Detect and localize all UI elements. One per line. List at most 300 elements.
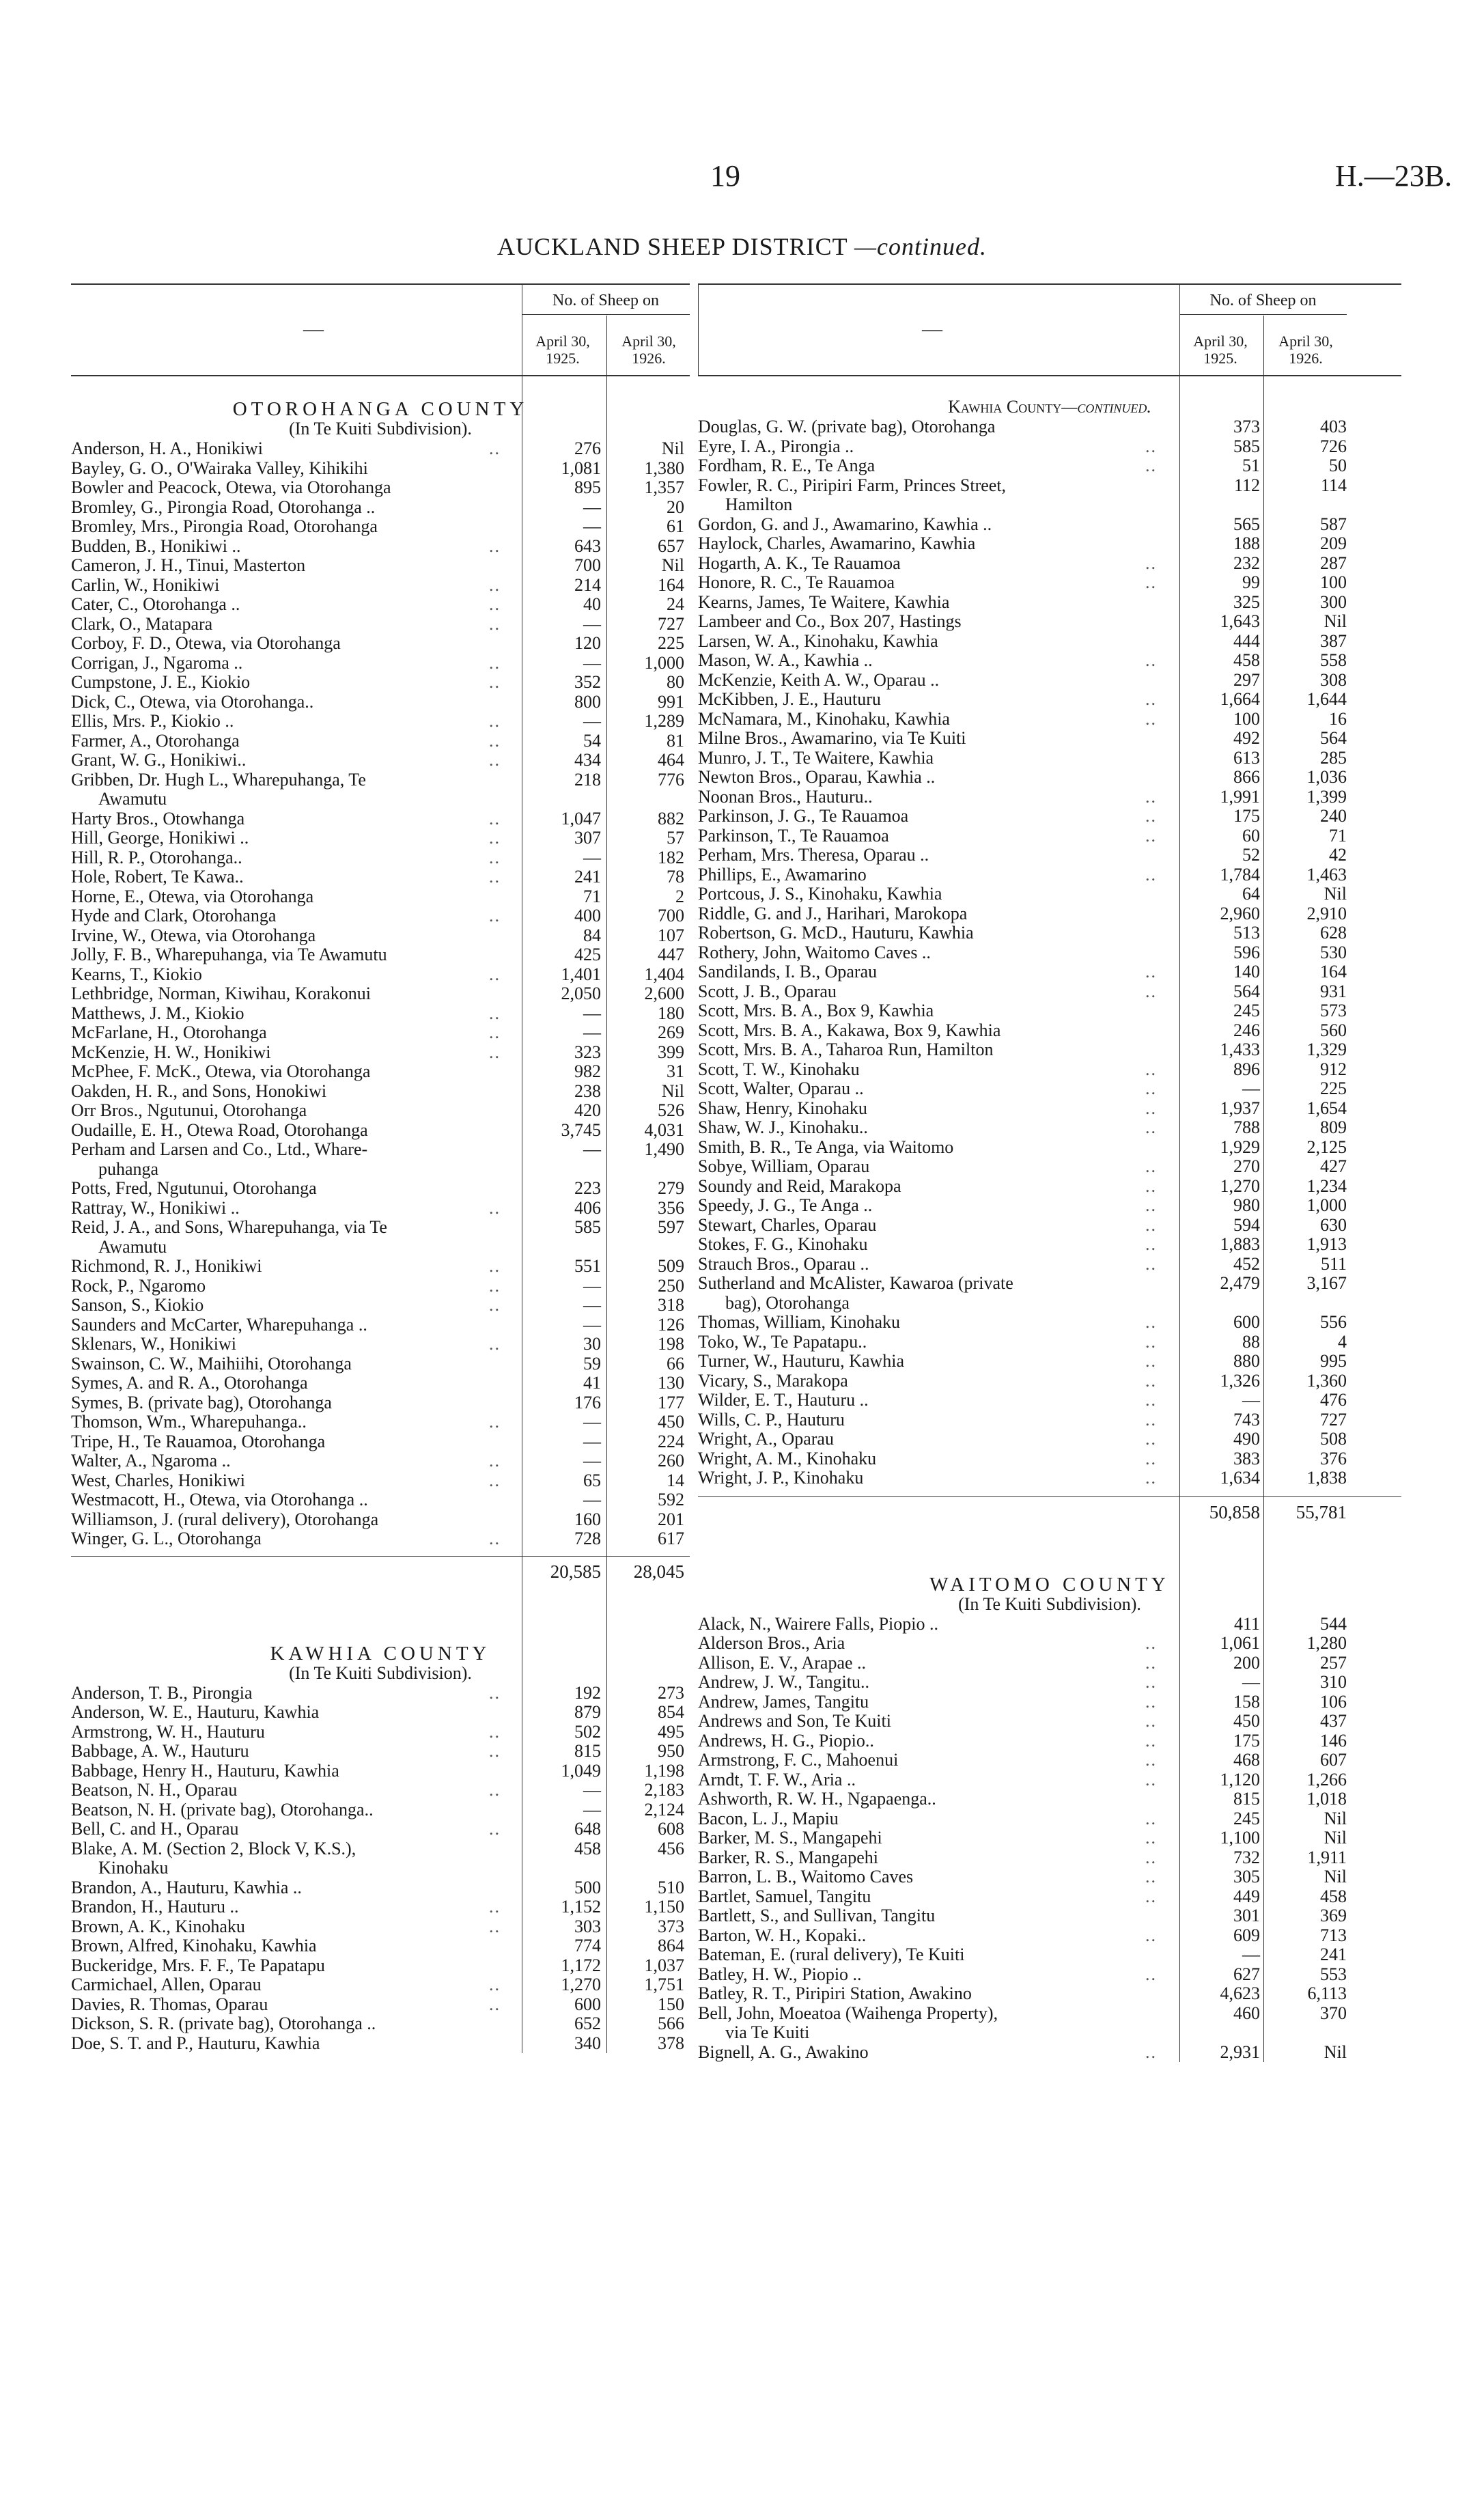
table-row (71, 828, 690, 848)
sheep-1925: — (583, 652, 601, 673)
holder-name: Speedy, J. G., Te Anga .. (698, 1195, 873, 1215)
sheep-1925: 982 (574, 1061, 601, 1081)
sheep-1925: 1,929 (1220, 1137, 1260, 1157)
table-row (71, 517, 690, 537)
holder-name: Perham and Larsen and Co., Ltd., Whare- (71, 1139, 368, 1159)
sheep-1926: 427 (1320, 1156, 1347, 1176)
table-row (698, 2023, 1401, 2043)
holder-name: Wills, C. P., Hauturu (698, 1409, 845, 1430)
sheep-1926: 1,198 (644, 1760, 684, 1781)
sheep-1925: 492 (1233, 728, 1260, 748)
sheep-1926: 224 (658, 1431, 684, 1451)
holder-name: Shaw, W. J., Kinohaku.. (698, 1117, 868, 1137)
holder-name: Walter, A., Ngaroma .. (71, 1451, 231, 1471)
sheep-1926: 241 (1320, 1945, 1347, 1964)
sheep-1926: 1,037 (644, 1955, 684, 1975)
holder-name: Carmichael, Allen, Oparau (71, 1975, 262, 1994)
waitomo-county-heading: WAITOMO COUNTY (929, 1573, 1170, 1596)
holder-name: Hogarth, A. K., Te Rauamoa (698, 553, 901, 573)
sheep-1925: 458 (574, 1838, 601, 1858)
sheep-1926: 776 (658, 769, 684, 790)
sheep-1925: 71 (583, 886, 601, 906)
sheep-1925: 1,643 (1220, 611, 1260, 631)
sheep-1925: 99 (1242, 572, 1260, 592)
sheep-1926: 78 (667, 867, 684, 887)
leader-dots: .. (1145, 1964, 1157, 1984)
holder-name: Bell, John, Moeatoa (Waihenga Property), (698, 2003, 998, 2023)
sheep-1926: 931 (1320, 981, 1347, 1001)
holder-name: Fowler, R. C., Piripiri Farm, Princes Street, (698, 475, 1007, 495)
table-row (698, 1235, 1401, 1255)
total-1926: 55,781 (1296, 1501, 1347, 1522)
table-row (698, 515, 1401, 535)
holder-name: Bignell, A. G., Awakino (698, 2042, 869, 2062)
sheep-1926: 630 (1320, 1214, 1347, 1235)
sheep-1925: 65 (583, 1470, 601, 1490)
sheep-1926: 177 (658, 1392, 684, 1412)
holder-name: Perham, Mrs. Theresa, Oparau .. (698, 845, 929, 865)
table-row (698, 651, 1401, 671)
sheep-1926: 100 (1320, 572, 1347, 592)
holder-name: puhanga (98, 1158, 159, 1179)
table-row (698, 1945, 1401, 1965)
sheep-1926: 713 (1320, 1925, 1347, 1945)
holder-name: Sobye, William, Oparau (698, 1156, 870, 1176)
table-row (698, 729, 1401, 749)
sheep-1925: — (583, 1780, 601, 1800)
sheep-1926: 1,911 (1307, 1847, 1347, 1867)
left-table-body (71, 376, 690, 2053)
holder-name: Winger, G. L., Otorohanga (71, 1529, 262, 1548)
table-row (71, 1917, 690, 1937)
sheep-1926: 566 (658, 2014, 684, 2033)
table-row (698, 1809, 1401, 1829)
sheep-1925: 1,401 (561, 964, 601, 984)
table-row (698, 2004, 1401, 2024)
sheep-1926: 180 (658, 1003, 684, 1023)
leader-dots: .. (1145, 689, 1157, 709)
sheep-1926: 608 (658, 1819, 684, 1839)
sheep-1926: 50 (1329, 456, 1347, 475)
holder-name: Budden, B., Honikiwi .. (71, 535, 241, 556)
holder-name: Cumpstone, J. E., Kiokio (71, 672, 251, 692)
sheep-1926: 2,125 (1306, 1137, 1347, 1157)
table-row (698, 923, 1401, 943)
sheep-1925: 1,152 (561, 1897, 601, 1917)
sheep-1926: 71 (1329, 825, 1347, 846)
leader-dots: .. (1145, 1730, 1157, 1751)
table-row (698, 1615, 1401, 1634)
sheep-1926: 991 (658, 691, 684, 712)
sheep-1926: 1,234 (1306, 1175, 1347, 1196)
leader-dots: .. (489, 1529, 501, 1548)
holder-name: Smith, B. R., Te Anga, via Waitomo (698, 1137, 954, 1157)
table-row (698, 456, 1401, 476)
table-row (71, 1820, 690, 1839)
table-row (698, 690, 1401, 710)
table-row (698, 768, 1401, 788)
holder-name: Carlin, W., Honikiwi (71, 574, 220, 595)
table-row (71, 1878, 690, 1898)
table-row (71, 1432, 690, 1452)
table-row (698, 1410, 1401, 1430)
holder-name: Beatson, N. H. (private bag), Otorohanga.. (71, 1799, 374, 1820)
holder-name: Potts, Fred, Ngutunui, Otorohanga (71, 1178, 317, 1198)
sheep-1925: 84 (583, 925, 601, 945)
leader-dots: .. (489, 1975, 501, 1994)
sheep-1925: 3,745 (561, 1119, 601, 1140)
holder-name: Bromley, G., Pirongia Road, Otorohanga .. (71, 497, 376, 517)
leader-dots: .. (489, 652, 501, 673)
sheep-1925: 600 (1233, 1312, 1260, 1332)
table-row (71, 1179, 690, 1199)
sheep-1926: 24 (667, 594, 684, 614)
table-row (71, 1510, 690, 1530)
table-row (698, 1079, 1401, 1099)
table-row (71, 537, 690, 557)
sheep-1925: 1,061 (1220, 1633, 1260, 1653)
holder-name: Honore, R. C., Te Rauamoa (698, 572, 895, 592)
sheep-1926: 2 (675, 886, 684, 906)
leader-dots: .. (489, 964, 501, 984)
sheep-1925: 325 (1233, 591, 1260, 612)
sheep-1925: 175 (1233, 1730, 1260, 1751)
holder-name: Eyre, I. A., Pirongia .. (698, 436, 854, 456)
leader-dots: .. (1145, 1468, 1157, 1488)
table-row (71, 867, 690, 887)
table-row (698, 1060, 1401, 1080)
sheep-1926: 726 (1320, 436, 1347, 456)
table-row (71, 1995, 690, 2015)
table-row (71, 1315, 690, 1335)
holder-name: Gribben, Dr. Hugh L., Wharepuhanga, Te (71, 769, 366, 790)
table-row (71, 576, 690, 596)
holder-name: Sklenars, W., Honikiwi (71, 1334, 236, 1354)
table-row (71, 1082, 690, 1102)
sheep-1925: 1,081 (561, 458, 601, 478)
sheep-1925: 551 (574, 1256, 601, 1276)
table-row (698, 982, 1401, 1002)
sheep-1925: 1,049 (561, 1760, 601, 1781)
holder-name: via Te Kuiti (725, 2022, 810, 2042)
total-1925: 20,585 (550, 1561, 601, 1582)
sheep-1925: 444 (1233, 630, 1260, 651)
table-row (698, 554, 1401, 574)
header-year-1925: April 30, 1925. (1193, 333, 1248, 367)
leader-dots: .. (489, 1197, 501, 1218)
holder-name: Soundy and Reid, Marakopa (698, 1175, 901, 1196)
sheep-1926: Nil (1324, 1867, 1347, 1886)
sheep-1925: 88 (1242, 1331, 1260, 1352)
table-row (71, 1761, 690, 1781)
holder-name: Orr Bros., Ngutunui, Otorohanga (71, 1100, 307, 1120)
sheep-1926: 1,000 (644, 652, 684, 673)
leader-dots: .. (1145, 1633, 1157, 1653)
sheep-1926: 114 (1320, 475, 1347, 495)
leader-dots: .. (1145, 708, 1157, 729)
sheep-1926: 376 (1320, 1448, 1347, 1468)
holder-name: Andrew, J. W., Tangitu.. (698, 1672, 869, 1692)
sheep-1926: 510 (658, 1877, 684, 1897)
sheep-1925: 1,172 (561, 1955, 601, 1975)
sheep-1926: 1,280 (1306, 1633, 1347, 1653)
table-row (698, 1196, 1401, 1216)
sheep-1925: 214 (574, 574, 601, 595)
table-row (698, 1848, 1401, 1868)
holder-name: McFarlane, H., Otorohanga (71, 1022, 267, 1042)
otorohanga-subdivision: (In Te Kuiti Subdivision). (289, 419, 472, 438)
leader-dots: .. (489, 1022, 501, 1042)
leader-dots: .. (1145, 1390, 1157, 1410)
sheep-1926: 464 (658, 750, 684, 770)
holder-name: Portcous, J. S., Kinohaku, Kawhia (698, 884, 942, 904)
holder-name: Thomas, William, Kinohaku (698, 1312, 900, 1332)
kawhia-continued-heading: Kawhia County—continued. (948, 397, 1151, 417)
table-row (71, 732, 690, 751)
sheep-1925: 1,326 (1220, 1370, 1260, 1391)
holder-name: Hamilton (725, 495, 793, 514)
leader-dots: .. (1145, 981, 1157, 1001)
sheep-1925: — (583, 847, 601, 867)
sheep-1926: 287 (1320, 553, 1347, 573)
leader-dots: .. (1145, 1312, 1157, 1332)
sheep-1926: 182 (658, 847, 684, 867)
sheep-1926: 854 (658, 1702, 684, 1722)
sheep-1926: 476 (1320, 1390, 1347, 1410)
table-row (71, 1975, 690, 1995)
table-row (698, 1887, 1401, 1907)
sheep-1925: 276 (574, 438, 601, 458)
sheep-1925: 449 (1233, 1886, 1260, 1906)
sheep-1926: 950 (658, 1741, 684, 1761)
sheep-1926: 387 (1320, 630, 1347, 651)
sheep-1925: 238 (574, 1081, 601, 1101)
holder-name: Vicary, S., Marakopa (698, 1370, 848, 1391)
page-title: AUCKLAND SHEEP DISTRICT —continued. (496, 233, 987, 260)
holder-name: Cater, C., Otorohanga .. (71, 594, 240, 614)
holder-name: Douglas, G. W. (private bag), Otorohanga (698, 417, 996, 436)
table-row (698, 1926, 1401, 1946)
holder-name: Turner, W., Hauturu, Kawhia (698, 1351, 905, 1371)
sheep-1925: — (583, 1275, 601, 1296)
sheep-1925: 743 (1233, 1409, 1260, 1430)
holder-name: Allison, E. V., Arapae .. (698, 1652, 867, 1673)
table-row (71, 1897, 690, 1917)
holder-name: Lethbridge, Norman, Kiwihau, Korakonui (71, 984, 372, 1003)
holder-name: Williamson, J. (rural delivery), Otorohanga (71, 1509, 379, 1529)
table-row (698, 807, 1401, 826)
sheep-1925: 160 (574, 1509, 601, 1529)
sheep-1925: 1,664 (1220, 689, 1260, 709)
sheep-1925: 241 (574, 867, 601, 887)
table-row (71, 1023, 690, 1043)
table-row (698, 1274, 1401, 1294)
leader-dots: .. (489, 1256, 501, 1276)
sheep-1926: 318 (658, 1295, 684, 1315)
leader-dots: .. (1145, 1253, 1157, 1274)
table-row (71, 439, 690, 459)
sheep-1926: 403 (1320, 417, 1347, 436)
sheep-1925: 4,623 (1220, 1983, 1260, 2003)
holder-name: Stokes, F. G., Kinohaku (698, 1234, 868, 1254)
right-table-body (698, 376, 1401, 2062)
sheep-1925: 1,937 (1220, 1098, 1260, 1118)
sheep-1925: — (583, 516, 601, 536)
sheep-1926: 225 (1320, 1078, 1347, 1098)
table-row (71, 1218, 690, 1238)
leader-dots: .. (1145, 650, 1157, 670)
table-row (71, 634, 690, 654)
table-row (71, 770, 690, 790)
table-row (698, 710, 1401, 729)
table-row (71, 1121, 690, 1141)
sheep-1925: — (583, 1490, 601, 1509)
leader-dots: .. (1145, 1098, 1157, 1118)
sheep-1926: 260 (658, 1451, 684, 1471)
table-row (71, 1393, 690, 1413)
sheep-1925: — (583, 1451, 601, 1471)
leader-dots: .. (489, 438, 501, 458)
total-1925: 50,858 (1209, 1501, 1260, 1522)
leader-dots: .. (489, 1042, 501, 1062)
sheep-1925: 140 (1233, 962, 1260, 981)
sheep-1925: — (583, 1431, 601, 1451)
leader-dots: .. (489, 867, 501, 887)
sheep-1926: 14 (667, 1470, 684, 1490)
table-row (71, 1529, 690, 1549)
holder-name: Hill, R. P., Otorohanga.. (71, 847, 242, 867)
holder-name: Munro, J. T., Te Waitere, Kawhia (698, 747, 934, 768)
leader-dots: .. (489, 1275, 501, 1296)
sheep-1926: 511 (1320, 1253, 1347, 1274)
sheep-1926: 107 (658, 925, 684, 945)
sheep-1925: 594 (1233, 1214, 1260, 1235)
table-row (698, 1216, 1401, 1236)
table-row (698, 1984, 1401, 2004)
sheep-1925: 2,960 (1220, 903, 1260, 923)
sheep-1926: 597 (658, 1217, 684, 1237)
kawhia-subdivision: (In Te Kuiti Subdivision). (289, 1662, 472, 1683)
sheep-1926: Nil (1324, 1808, 1347, 1828)
table-row (71, 1490, 690, 1510)
sheep-1925: 1,433 (1220, 1040, 1260, 1059)
holder-name: Scott, J. B., Oparau (698, 981, 837, 1001)
table-row (698, 904, 1401, 924)
holder-name: Hole, Robert, Te Kawa.. (71, 867, 244, 887)
leader-dots: .. (1145, 553, 1157, 573)
leader-dots: .. (489, 535, 501, 556)
sheep-1926: 269 (658, 1022, 684, 1042)
leader-dots: .. (489, 1780, 501, 1800)
holder-name: Scott, Mrs. B. A., Kakawa, Box 9, Kawhia (698, 1020, 1001, 1040)
table-row (698, 612, 1401, 632)
sheep-1926: 530 (1320, 942, 1347, 962)
sheep-1926: 106 (1320, 1691, 1347, 1712)
sheep-1926: 1,654 (1306, 1098, 1347, 1118)
sheep-1926: 250 (658, 1275, 684, 1296)
sheep-1926: 370 (1320, 2003, 1347, 2023)
sheep-1926: 150 (658, 1994, 684, 2014)
sheep-1926: 16 (1329, 708, 1347, 729)
sheep-1925: 158 (1233, 1691, 1260, 1712)
table-row (71, 809, 690, 829)
leader-dots: .. (1145, 1059, 1157, 1079)
sheep-1926: 1,490 (644, 1139, 684, 1159)
sheep-1926: 164 (1320, 962, 1347, 981)
sheep-1926: 146 (1320, 1730, 1347, 1751)
sheep-1926: Nil (661, 555, 684, 575)
holder-name: Rock, P., Ngaromo (71, 1275, 206, 1296)
table-row (698, 1449, 1401, 1469)
sheep-1926: 240 (1320, 806, 1347, 826)
holder-name: Wilder, E. T., Hauturu .. (698, 1390, 869, 1410)
holder-name: Batley, R. T., Piripiri Station, Awakino (698, 1983, 972, 2003)
leader-dots: .. (489, 1334, 501, 1354)
table-row (698, 1021, 1401, 1041)
leader-dots: .. (1145, 456, 1157, 475)
sheep-1926: 369 (1320, 1906, 1347, 1925)
sheep-1925: 411 (1233, 1613, 1260, 1634)
holder-name: Hyde and Clark, Otorohanga (71, 906, 277, 925)
sheep-1925: 896 (1233, 1059, 1260, 1079)
sheep-1925: 565 (1233, 514, 1260, 534)
sheep-1926: 20 (667, 497, 684, 517)
holder-name: Ellis, Mrs. P., Kiokio .. (71, 711, 234, 731)
holder-name: Noonan Bros., Hauturu.. (698, 786, 873, 807)
sheep-1926: 553 (1320, 1964, 1347, 1984)
sheep-1925: 2,050 (561, 984, 601, 1003)
holder-name: Sanson, S., Kiokio (71, 1295, 204, 1315)
sheep-1926: 587 (1320, 514, 1347, 534)
table-row (71, 1160, 690, 1180)
holder-name: Andrew, James, Tangitu (698, 1691, 869, 1712)
table-row (698, 593, 1401, 613)
table-row (71, 1723, 690, 1742)
holder-name: Westmacott, H., Otewa, via Otorohanga .. (71, 1490, 368, 1509)
sheep-1926: 1,329 (1306, 1040, 1347, 1059)
sheep-1925: 643 (574, 535, 601, 556)
table-row (71, 965, 690, 985)
holder-name: Andrews, H. G., Piopio.. (698, 1730, 874, 1751)
sheep-1925: 500 (574, 1877, 601, 1897)
holder-name: Beatson, N. H., Oparau (71, 1780, 238, 1800)
sheep-1926: 310 (1320, 1672, 1347, 1692)
table-row (71, 1238, 690, 1257)
sheep-1926: 1,644 (1306, 689, 1347, 709)
sheep-1925: 420 (574, 1100, 601, 1120)
holder-name: Batley, H. W., Piopio .. (698, 1964, 862, 1984)
leader-dots: .. (489, 613, 501, 634)
header-dash: — (922, 318, 942, 340)
holder-name: Awamutu (98, 1236, 167, 1257)
table-row (698, 1430, 1401, 1449)
sheep-1925: 297 (1233, 669, 1260, 690)
sheep-1925: — (583, 497, 601, 517)
sheep-1926: 437 (1320, 1711, 1347, 1731)
sheep-1925: 218 (574, 769, 601, 790)
holder-name: McKenzie, Keith A. W., Oparau .. (698, 669, 940, 690)
sheep-1925: 270 (1233, 1156, 1260, 1176)
sheep-1926: 126 (658, 1314, 684, 1335)
holder-name: Bateman, E. (rural delivery), Te Kuiti (698, 1945, 965, 1964)
holder-name: Fordham, R. E., Te Anga (698, 456, 876, 475)
holder-name: Richmond, R. J., Honikiwi (71, 1256, 262, 1276)
holder-name: McKibben, J. E., Hauturu (698, 689, 881, 709)
holder-name: Mason, W. A., Kawhia .. (698, 650, 873, 670)
table-row (698, 1255, 1401, 1275)
sheep-1926: 556 (1320, 1312, 1347, 1332)
sheep-1926: 447 (658, 945, 684, 964)
